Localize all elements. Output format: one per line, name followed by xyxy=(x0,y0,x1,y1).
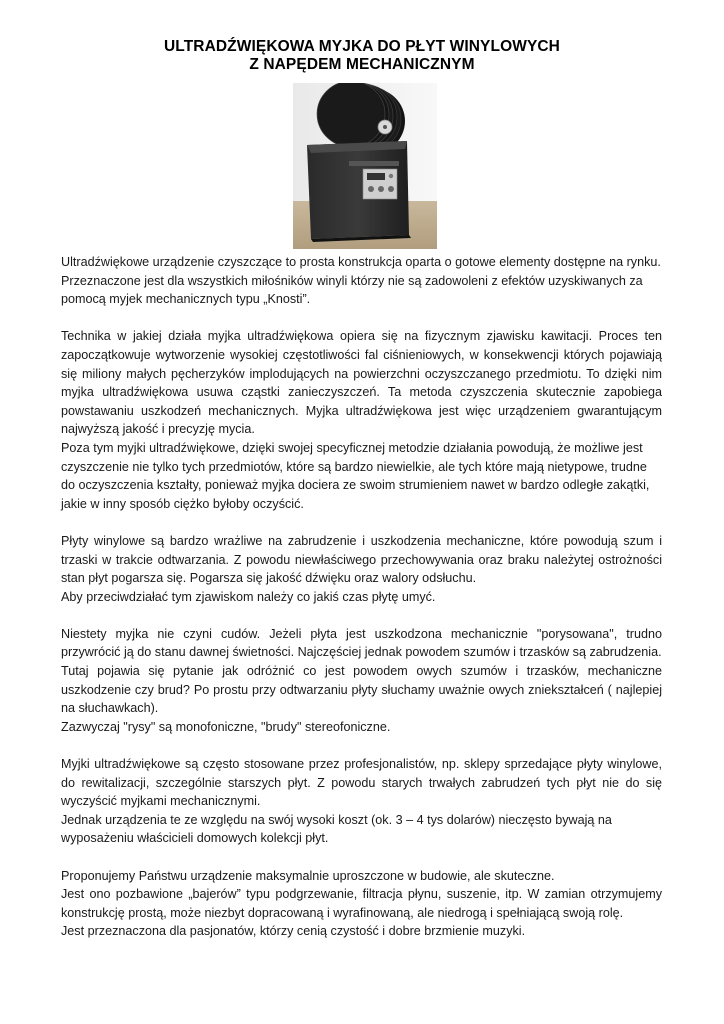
paragraph-4 xyxy=(61,625,662,737)
ultrasonic-cleaner-photo-icon xyxy=(293,83,437,249)
document-title-line-1: ULTRADŹWIĘKOWA MYJKA DO PŁYT WINYLOWYCH xyxy=(164,38,560,55)
paragraph-line: Zazwyczaj "rysy" są monofoniczne, "brudy" stereofoniczne. xyxy=(61,719,391,734)
document-title-line-2: Z NAPĘDEM MECHANICZNYM xyxy=(249,56,475,73)
paragraph-line: Proponujemy Państwu urządzenie maksymalnie uproszczone w budowie, ale skuteczne. xyxy=(61,868,555,883)
paragraph-6 xyxy=(61,867,662,941)
paragraph-line: Jednak urządzenia te ze względu na swój wysoki koszt (ok. 3 – 4 tys dolarów) nieczęsto bywają na wyposażeniu właścicieli domowych kolekcji płyt. xyxy=(61,812,612,846)
paragraph-line: Tutaj pojawia się pytanie jak odróżnić co jest powodem owych szumów i trzasków, mechaniczne uszkodzenie czy brud? Po prostu przy odtwarzaniu płyty słuchamy uważnie owych zniekształceń ( najlepiej na słuchawkach). xyxy=(61,664,662,716)
paragraph-line: Niestety myjka nie czyni cudów. Jeżeli płyta jest uszkodzona mechanicznie "porysowana", trudno przywrócić ją do stanu dawnej świetności. Najczęściej jednak powodem szumów i trzasków są zabrudzenia. xyxy=(61,626,662,660)
paragraph-line: Ultradźwiękowe urządzenie czyszczące to prosta konstrukcja oparta o gotowe elementy dostępne na rynku. Przeznaczone jest dla wszystkich miłośników winyli którzy nie są zadowoleni z efektów uzyskiwanych za pomocą myjek mechanicznych typu „Knosti”. xyxy=(61,255,661,307)
paragraph-3 xyxy=(61,532,662,606)
paragraph-1 xyxy=(61,253,662,309)
paragraph-line: Poza tym myjki ultradźwiękowe, dzięki swojej specyficznej metodzie działania powodują, że możliwe jest czyszczenie nie tylko tych przedmiotów, które są bardzo niewielkie, ale tych które mają nietypowe, trudne do oczyszczenia kształty, ponieważ myjka dociera ze swoim strumieniem nawet w bardzo odległe zakątki, jakie w inny sposób ciężko byłoby oczyścić. xyxy=(61,440,650,511)
paragraph-line: Aby przeciwdziałać tym zjawiskom należy co jakiś czas płytę umyć. xyxy=(61,589,436,604)
paragraph-line: Myjki ultradźwiękowe są często stosowane przez profesjonalistów, np. sklepy sprzedające płyty winylowe, do rewitalizacji, szczególnie starszych płyt. Z powodu starych trwałych zabrudzeń tych płyt nie do się wyczyścić myjkami mechanicznymi. xyxy=(61,757,662,809)
paragraph-line: Jest ono pozbawione „bajerów” typu podgrzewanie, filtracja płynu, suszenie, itp. W zamian otrzymujemy konstrukcję prostą, może niezbyt dopracowaną i wyrafinowaną, ale niedrogą i spełniającą swoją rolę. xyxy=(61,887,662,920)
paragraph-5 xyxy=(61,755,662,848)
paragraph-line: Jest przeznaczona dla pasjonatów, którzy cenią czystość i dobre brzmienie muzyki. xyxy=(61,924,526,939)
product-photo xyxy=(293,83,437,249)
paragraph-line: Płyty winylowe są bardzo wrażliwe na zabrudzenie i uszkodzenia mechaniczne, które powodują szum i trzaski w trakcie odtwarzania. Z powodu niewłaściwego przechowywania oraz braku należytej ostrożności stan płyt pogarsza się. Pogarsza się jakość dźwięku oraz walory odsłuchu. xyxy=(61,533,662,586)
article-body xyxy=(61,253,662,960)
paragraph-2 xyxy=(61,327,662,513)
paragraph-line: Technika w jakiej działa myjka ultradźwiękowa opiera się na fizycznym zjawisku kawitacji. Proces ten zapoczątkowuje wytworzenie wysokiej częstotliwości fal ciśnieniowych, w konsekwencji których pojawiają się miliony małych pęcherzyków implodujących na powierzchni oczyszczanego przedmiotu. To dzięki nim myjka ultradźwiękowa usuwa cząstki zanieczyszczeń. Ta metoda czyszczenia skutecznie zapobiega powstawaniu uszkodzeń mechanicznych. Myjka ultradźwiękowa jest więc urządzeniem gwarantującym najwyższą jakość i precyzję mycia. xyxy=(61,329,662,437)
